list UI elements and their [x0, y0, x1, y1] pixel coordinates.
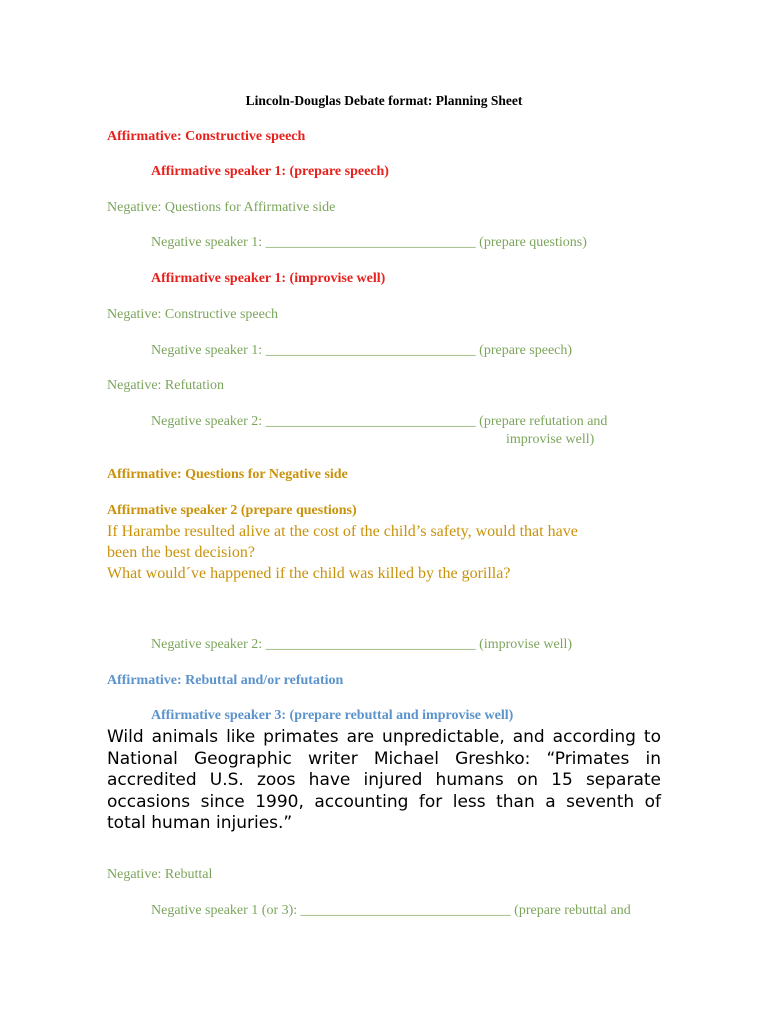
page-title: Lincoln-Douglas Debate format: Planning Sheet: [245, 93, 523, 108]
negative-rebuttal-heading: Negative: Rebuttal: [107, 867, 213, 882]
rebuttal-line: National Geographic writer Michael Greshko: “Primates in: [107, 748, 661, 769]
question-1-line-1: If Harambe resulted alive at the cost of the child’s safety, would that have: [107, 523, 578, 540]
negative-constructive-heading: Negative: Constructive speech: [107, 307, 279, 322]
affirmative-speaker-1-prepare: Affirmative speaker 1: (prepare speech): [151, 164, 389, 179]
question-2: What would´ve happened if the child was killed by the gorilla?: [107, 565, 511, 582]
affirmative-questions-heading: Affirmative: Questions for Negative side: [107, 467, 348, 482]
affirmative-constructive-heading: Affirmative: Constructive speech: [107, 129, 306, 144]
negative-speaker-2-refutation-cont: improvise well): [506, 432, 595, 447]
affirmative-rebuttal-heading: Affirmative: Rebuttal and/or refutation: [107, 673, 344, 688]
rebuttal-line: occasions since 1990, accounting for less than a seventh of: [107, 791, 661, 812]
affirmative-speaker-3-rebuttal: Affirmative speaker 3: (prepare rebuttal and improvise well): [151, 708, 514, 723]
negative-speaker-1-questions: Negative speaker 1: ______________________________ (prepare questions): [151, 235, 587, 250]
negative-speaker-2-improvise: Negative speaker 2: ______________________________ (improvise well): [151, 637, 573, 652]
question-1-line-2: been the best decision?: [107, 544, 255, 561]
rebuttal-line: total human injuries.”: [107, 813, 293, 833]
negative-speaker-1-or-3-rebuttal: Negative speaker 1 (or 3): ______________________________ (prepare rebuttal and: [151, 903, 631, 918]
affirmative-speaker-1-improvise: Affirmative speaker 1: (improvise well): [151, 271, 386, 286]
negative-speaker-1-speech: Negative speaker 1: ______________________________ (prepare speech): [151, 343, 573, 358]
negative-speaker-2-refutation: Negative speaker 2: ______________________________ (prepare refutation and: [151, 414, 608, 429]
rebuttal-paragraph: [107, 727, 661, 835]
negative-refutation-heading: Negative: Refutation: [107, 378, 225, 393]
rebuttal-line: accredited U.S. zoos have injured humans on 15 separate: [107, 770, 661, 790]
rebuttal-line: Wild animals like primates are unpredictable, and according to: [107, 727, 661, 747]
negative-questions-heading: Negative: Questions for Affirmative side: [107, 200, 336, 215]
affirmative-speaker-2-questions: Affirmative speaker 2 (prepare questions): [107, 503, 357, 518]
